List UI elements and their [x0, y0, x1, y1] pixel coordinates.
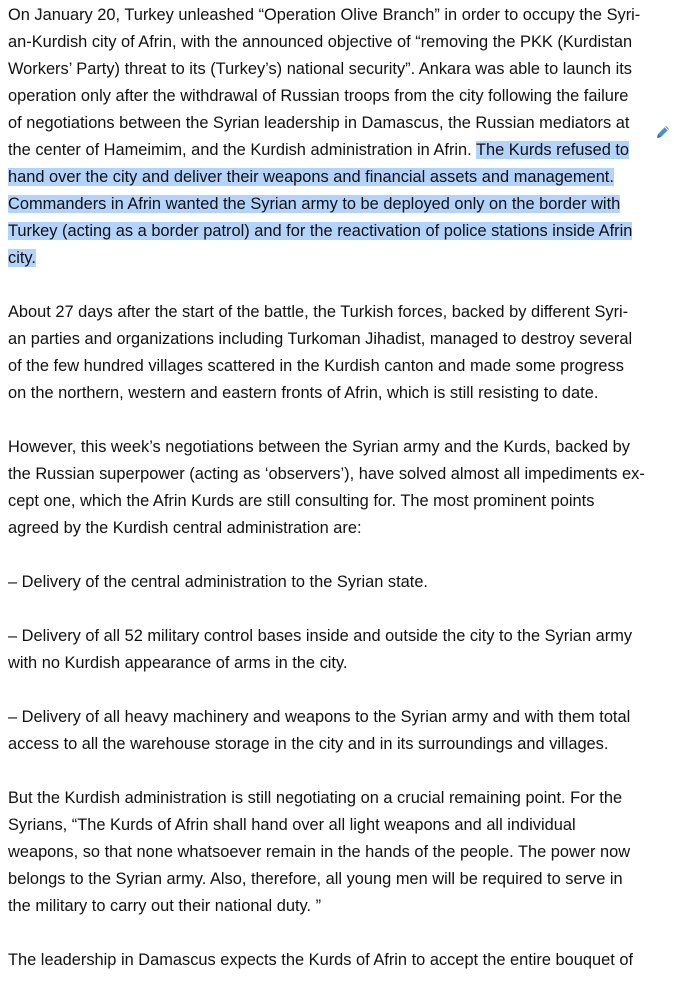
text-segment: the Russian superpower (acting as ‘observers’), have solved almost all impediments ex- — [8, 465, 645, 483]
text-line — [8, 488, 668, 515]
paragraph — [8, 299, 668, 407]
text-line — [8, 623, 668, 650]
text-segment: the center of Hameimim, and the Kurdish administration in Afrin. — [8, 141, 476, 159]
text-line — [8, 164, 668, 191]
text-segment: an-Kurdish city of Afrin, with the announced objective of “removing the PKK (Kurdistan — [8, 33, 633, 51]
text-segment: – Delivery of all heavy machinery and weapons to the Syrian army and with them total — [8, 708, 631, 726]
text-segment: The leadership in Damascus expects the Kurds of Afrin to accept the entire bouquet of — [8, 951, 634, 969]
article-body — [8, 2, 668, 1001]
text-segment: agreed by the Kurdish central administration are: — [8, 519, 362, 537]
text-line — [8, 29, 668, 56]
text-segment: Workers’ Party) threat to its (Turkey’s) national security”. Ankara was able to launch its — [8, 60, 632, 78]
paragraph — [8, 569, 668, 596]
text-segment: belongs to the Syrian army. Also, therefore, all young men will be required to serve in — [8, 870, 623, 888]
text-segment: an parties and organizations including Turkoman Jihadist, managed to destroy several — [8, 330, 633, 348]
text-line — [8, 434, 668, 461]
text-segment: operation only after the withdrawal of Russian troops from the city following the failure — [8, 87, 629, 105]
text-line — [8, 839, 668, 866]
text-line — [8, 2, 668, 29]
text-segment: of negotiations between the Syrian leadership in Damascus, the Russian mediators at — [8, 114, 630, 132]
text-line — [8, 650, 668, 677]
text-line — [8, 326, 668, 353]
text-segment: – Delivery of the central administration to the Syrian state. — [8, 573, 428, 591]
text-line — [8, 461, 668, 488]
paragraph — [8, 785, 668, 920]
text-segment: – Delivery of all 52 military control bases inside and outside the city to the Syrian army — [8, 627, 633, 645]
text-line — [8, 245, 668, 272]
text-line — [8, 704, 668, 731]
text-line — [8, 812, 668, 839]
text-line — [8, 299, 668, 326]
paragraph — [8, 704, 668, 758]
text-line — [8, 731, 668, 758]
text-line — [8, 380, 668, 407]
text-line — [8, 866, 668, 893]
text-segment: Syrians, “The Kurds of Afrin shall hand over all light weapons and all individual — [8, 816, 576, 834]
paragraph — [8, 434, 668, 542]
text-segment: On January 20, Turkey unleashed “Operation Olive Branch” in order to occupy the Syri- — [8, 6, 641, 24]
text-line — [8, 56, 668, 83]
text-segment: But the Kurdish administration is still negotiating on a crucial remaining point. For the — [8, 789, 623, 807]
text-line — [8, 785, 668, 812]
text-segment: on the northern, western and eastern fronts of Afrin, which is still resisting to date. — [8, 384, 599, 402]
text-line — [8, 947, 668, 974]
text-line — [8, 515, 668, 542]
text-line — [8, 110, 668, 137]
text-segment: cept one, which the Afrin Kurds are still consulting for. The most prominent points — [8, 492, 595, 510]
text-line — [8, 353, 668, 380]
text-segment: About 27 days after the start of the battle, the Turkish forces, backed by different Syri- — [8, 303, 629, 321]
text-line — [8, 569, 668, 596]
text-segment: of the few hundred villages scattered in the Kurdish canton and made some progress — [8, 357, 624, 375]
highlighted-text: city. — [8, 249, 36, 267]
text-line — [8, 191, 668, 218]
text-line — [8, 218, 668, 245]
text-segment: the military to carry out their national duty. ” — [8, 897, 322, 915]
highlighted-text: hand over the city and deliver their weapons and financial assets and management. — [8, 168, 614, 186]
paragraph — [8, 947, 668, 974]
highlighted-text: The Kurds refused to — [475, 141, 630, 159]
text-line — [8, 893, 668, 920]
text-segment: weapons, so that none whatsoever remain in the hands of the people. The power now — [8, 843, 631, 861]
pencil-icon[interactable] — [654, 123, 672, 141]
text-segment: However, this week’s negotiations between the Syrian army and the Kurds, backed by — [8, 438, 630, 456]
highlighted-text: Turkey (acting as a border patrol) and for the reactivation of police stations inside Afrin — [8, 222, 633, 240]
text-line — [8, 83, 668, 110]
paragraph — [8, 2, 668, 272]
paragraph — [8, 623, 668, 677]
text-line — [8, 137, 668, 164]
text-segment: with no Kurdish appearance of arms in the city. — [8, 654, 348, 672]
highlighted-text: Commanders in Afrin wanted the Syrian army to be deployed only on the border with — [8, 195, 621, 213]
text-segment: access to all the warehouse storage in the city and in its surroundings and villages. — [8, 735, 609, 753]
